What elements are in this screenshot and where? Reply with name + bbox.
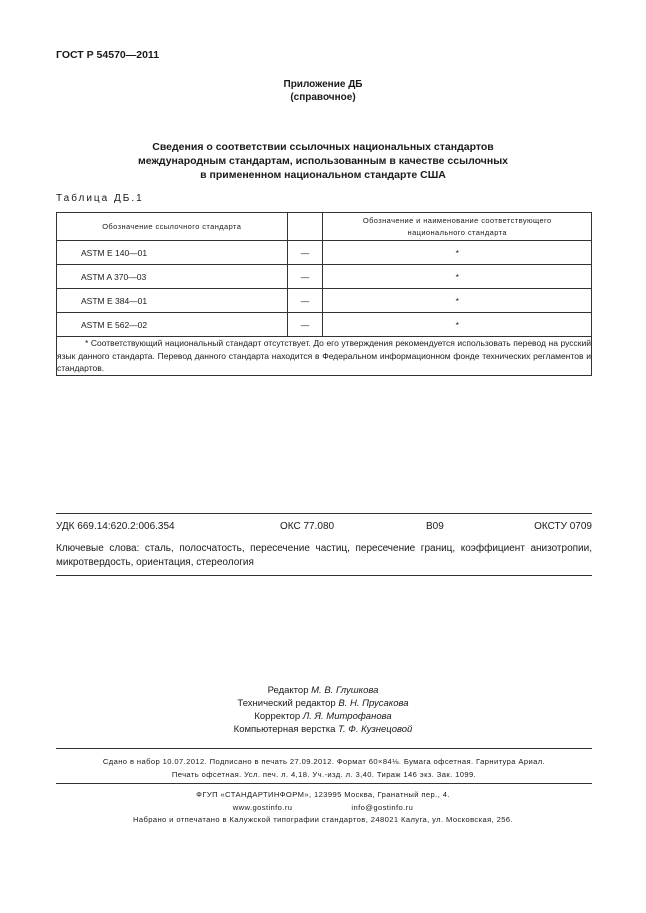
publisher-info [0, 789, 646, 827]
print-info [56, 755, 592, 781]
appendix-subtitle: (справочное) [290, 92, 356, 103]
table-header-row [57, 213, 592, 241]
col-header-national-line-2: национального стандарта [407, 227, 507, 237]
reference-cell: ASTM E 140—01 [57, 241, 288, 265]
table-row [57, 313, 592, 337]
national-cell: * [323, 241, 592, 265]
divider-keywords [56, 575, 592, 576]
degree-cell: — [287, 241, 323, 265]
staff-role: Редактор [267, 685, 309, 696]
publisher-website: www.gostinfo.ru [232, 802, 293, 812]
oks-code: ОКС 77.080 [280, 521, 335, 532]
staff-name: Т. Ф. Кузнецовой [338, 724, 413, 735]
table-row [57, 241, 592, 265]
publisher-links [0, 802, 646, 815]
reference-cell: ASTM E 562—02 [57, 313, 288, 337]
col-header-degree [287, 213, 323, 241]
udk-code: УДК 669.14:620.2:006.354 [56, 521, 175, 532]
staff-layout [0, 723, 646, 736]
divider-publisher [56, 783, 592, 784]
staff-role: Технический редактор [237, 698, 336, 709]
printing-house: Набрано и отпечатано в Калужской типографии стандартов, 248021 Калуга, ул. Московская, 256. [132, 815, 514, 824]
heading-line-2: международным стандартам, использованным в качестве ссылочных [137, 155, 508, 167]
divider-top [56, 513, 592, 514]
degree-cell: — [287, 313, 323, 337]
national-cell: * [323, 313, 592, 337]
staff-name: В. Н. Прусакова [338, 698, 409, 709]
col-header-national [323, 213, 592, 241]
okstu-code: ОКСТУ 0709 [534, 521, 592, 532]
table-row [57, 289, 592, 313]
appendix-block [0, 78, 646, 104]
staff-role: Компьютерная верстка [233, 724, 336, 735]
standard-number: ГОСТ Р 54570—2011 [56, 49, 160, 61]
appendix-title: Приложение ДБ [283, 79, 363, 90]
print-info-line-1: Сдано в набор 10.07.2012. Подписано в печать 27.09.2012. Формат 60×84⅛. Бумага офсетная. Гарнитура Ариал. [102, 757, 546, 766]
degree-cell: — [287, 289, 323, 313]
staff-tech-editor [0, 697, 646, 710]
staff-name: Л. Я. Митрофанова [302, 711, 392, 722]
national-cell: * [323, 265, 592, 289]
table-label: Таблица ДБ.1 [56, 193, 144, 204]
degree-cell: — [287, 265, 323, 289]
staff-corrector [0, 710, 646, 723]
table-row [57, 265, 592, 289]
reference-cell: ASTM A 370—03 [57, 265, 288, 289]
table-footnote [57, 337, 592, 376]
publisher-email: info@gostinfo.ru [351, 802, 414, 812]
publisher-address: ФГУП «СТАНДАРТИНФОРМ», 123995 Москва, Гранатный пер., 4. [196, 790, 450, 799]
editorial-staff [0, 684, 646, 736]
reference-cell: ASTM E 384—01 [57, 289, 288, 313]
staff-editor [0, 684, 646, 697]
reference-table [56, 212, 592, 376]
col-header-national-line-1: Обозначение и наименование соответствующего [362, 215, 552, 225]
keywords: Ключевые слова: сталь, полосчатость, пересечение частиц, пересечение границ, коэффициент анизотропии, микротвердость, ориентация, стереология [56, 543, 592, 568]
national-cell: * [323, 289, 592, 313]
section-heading [0, 140, 646, 182]
heading-line-1: Сведения о соответствии ссылочных национальных стандартов [152, 141, 494, 153]
heading-line-3: в примененном национальном стандарте США [200, 169, 446, 181]
staff-role: Корректор [254, 711, 301, 722]
category-code: В09 [426, 521, 444, 532]
staff-name: М. В. Глушкова [311, 685, 379, 696]
divider-print [56, 748, 592, 749]
table-note-row [57, 337, 592, 376]
col-header-reference: Обозначение ссылочного стандарта [57, 213, 288, 241]
print-info-line-2: Печать офсетная. Усл. печ. л. 4,18. Уч.-изд. л. 3,40. Тираж 146 экз. Зак. 1099. [171, 770, 477, 779]
footnote-text: * Соответствующий национальный стандарт отсутствует. До его утверждения рекомендуется использовать перевод на русский язык данного стандарта. Перевод данного стандарта находится в Федеральном информационном фонде технических регламентов и стандартов. [57, 338, 591, 373]
